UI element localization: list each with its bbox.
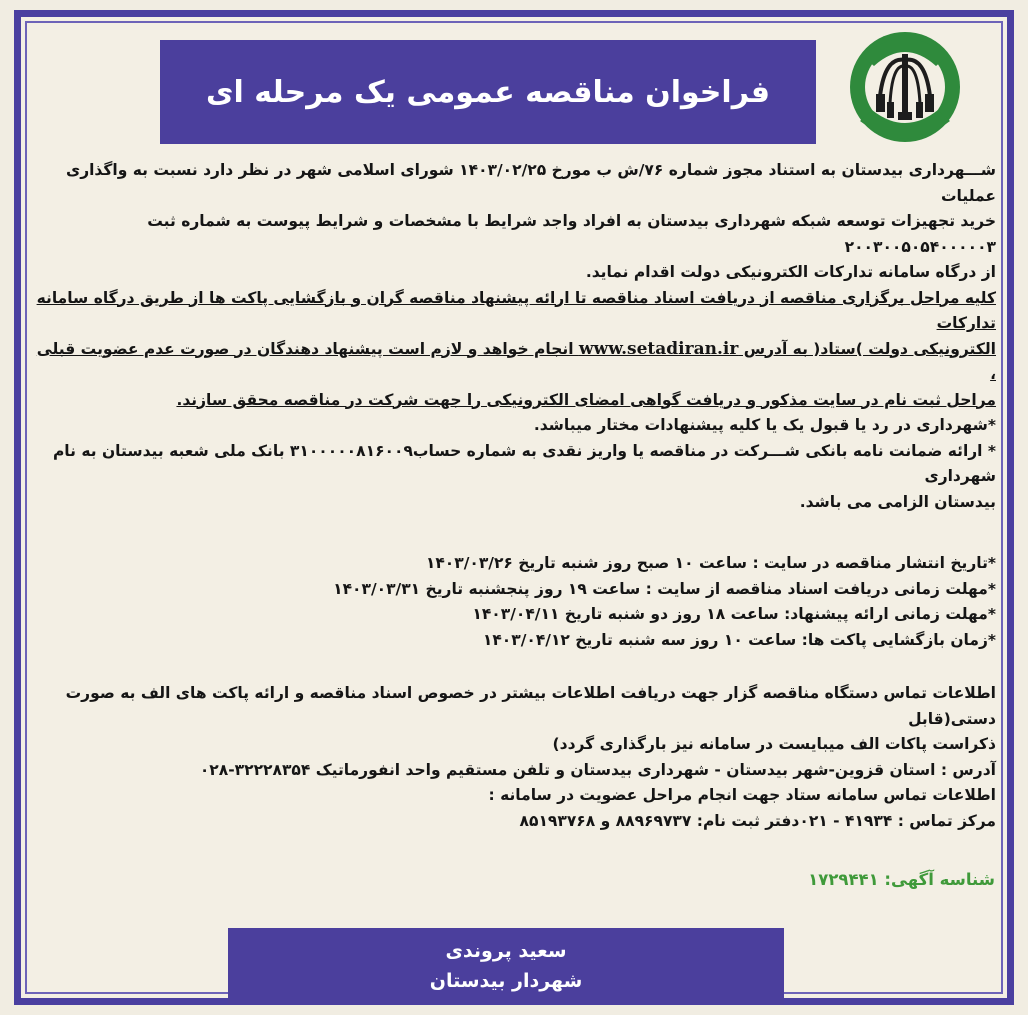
contact-line: اطلاعات تماس سامانه ستاد جهت انجام مراحل عضویت در سامانه : bbox=[488, 786, 996, 804]
guarantee-paragraph bbox=[36, 439, 996, 516]
contact-line: مرکز تماس : ۴۱۹۳۴ - ۰۲۱دفتر ثبت نام: ۸۸۹۶۹۷۳۷ و ۸۵۱۹۳۷۶۸ bbox=[519, 811, 996, 830]
municipality-logo-icon bbox=[840, 26, 970, 148]
contact-section bbox=[36, 681, 996, 834]
setad-paragraph bbox=[36, 286, 996, 414]
setad-text: الکترونیکی دولت )ستاد( به آدرس bbox=[738, 339, 996, 358]
setad-line: کلیه مراحل برگزاری مناقصه از دریافت اسناد مناقصه تا ارائه پیشنهاد مناقصه گران و بازگشایی پاکت ها از طریق درگاه سامانه تدارکات bbox=[36, 288, 996, 332]
intro-line: خرید تجهیزات توسعه شبکه شهرداری بیدستان به افراد واجد شرایط با مشخصات و شرایط پیوست به شماره ثبت ۲۰۰۳۰۰۵۰۵۴۰۰۰۰۰۳ bbox=[147, 212, 996, 256]
notice-body bbox=[36, 158, 996, 834]
setad-website-link[interactable]: www.setadiran.ir bbox=[578, 338, 739, 359]
setad-line: مراحل ثبت نام در سایت مذکور و دریافت گواهی امضای الکترونیکی را جهت شرکت در مناقصه محقق سازند. bbox=[176, 390, 996, 409]
header-band bbox=[160, 40, 816, 144]
ad-id-value: ۱۷۲۹۴۴۱ bbox=[808, 870, 879, 889]
contact-line: ذکراست پاکات الف میبایست در سامانه نیز بارگذاری گردد) bbox=[552, 735, 996, 753]
setad-line bbox=[36, 337, 996, 388]
guarantee-line: * ارائه ضمانت نامه بانکی شـــرکت در مناقصه یا واریز نقدی به شماره حساب۳۱۰۰۰۰۰۸۱۶۰۰۹ بانک ملی شعبه بیدستان به نام شهرداری bbox=[52, 441, 996, 485]
signer-role: شهردار بیدستان bbox=[429, 970, 583, 992]
footer-band bbox=[228, 928, 784, 1004]
page-title: فراخوان مناقصه عمومی یک مرحله ای bbox=[205, 74, 770, 110]
intro-paragraph bbox=[36, 158, 996, 286]
intro-line: از درگاه سامانه تدارکات الکترونیکی دولت اقدام نماید. bbox=[585, 263, 996, 281]
date-item: *تاریخ انتشار مناقصه در سایت : ساعت ۱۰ صبح روز شنبه تاریخ ۱۴۰۳/۰۳/۲۶ bbox=[425, 554, 996, 572]
ad-id-label: شناسه آگهی: bbox=[884, 870, 995, 889]
contact-line: آدرس : استان قزوین-شهر بیدستان - شهرداری بیدستان و تلفن مستقیم واحد انفورماتیک ۳۲۲۲۸۳۵۴-۰۲۸ bbox=[199, 760, 996, 779]
contact-line: اطلاعات تماس دستگاه مناقصه گزار جهت دریافت اطلاعات بیشتر در خصوص اسناد مناقصه و ارائه پاکت های الف به صورت دستی(قابل bbox=[65, 684, 996, 728]
date-item: *مهلت زمانی دریافت اسناد مناقصه از سایت : ساعت ۱۹ روز پنجشنبه تاریخ ۱۴۰۳/۰۳/۳۱ bbox=[333, 579, 996, 598]
intro-line: شـــهرداری بیدستان به استناد مجوز شماره ۷۶/ش ب مورخ ۱۴۰۳/۰۲/۲۵ شورای اسلامی شهر در نظر دارد نسبت به واگذاری عملیات bbox=[65, 161, 996, 205]
setad-text: انجام خواهد و لازم است پیشنهاد دهندگان در صورت عدم عضویت قبلی ، bbox=[36, 339, 996, 383]
ad-id-row bbox=[40, 870, 995, 889]
date-item: *مهلت زمانی ارائه پیشنهاد: ساعت ۱۸ روز دو شنبه تاریخ ۱۴۰۳/۰۴/۱۱ bbox=[472, 605, 996, 623]
date-item: *زمان بازگشایی پاکت ها: ساعت ۱۰ روز سه شنبه تاریخ ۱۴۰۳/۰۴/۱۲ bbox=[482, 630, 996, 649]
guarantee-line: بیدستان الزامی می باشد. bbox=[799, 492, 996, 511]
signer-name: سعید پروندی bbox=[445, 940, 567, 962]
dates-list bbox=[36, 551, 996, 653]
rights-clause: *شهرداری در رد یا قبول یک یا کلیه پیشنهادات مختار میباشد. bbox=[533, 416, 996, 434]
